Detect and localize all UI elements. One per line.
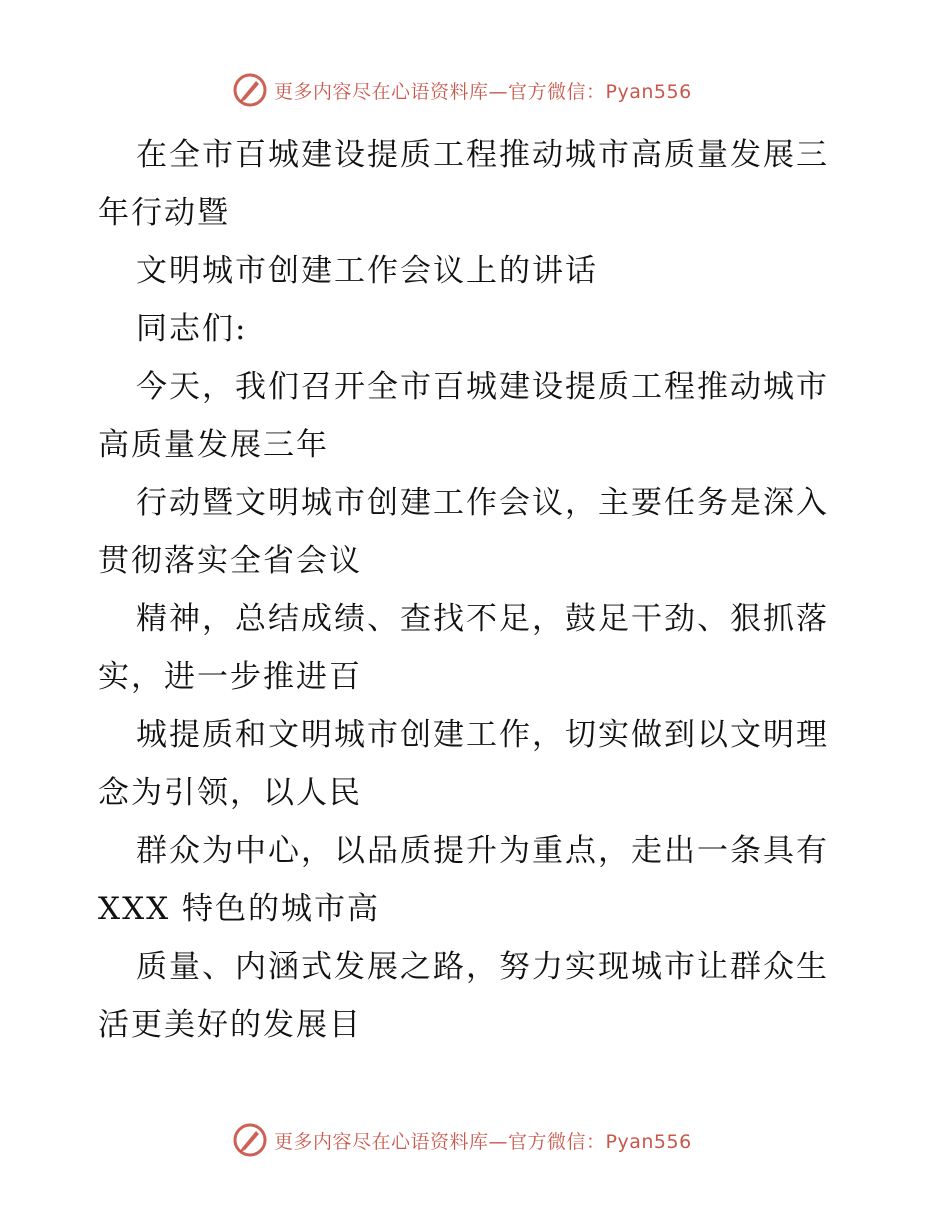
greeting: 同志们: xyxy=(136,311,248,347)
watermark-footer xyxy=(232,1120,692,1160)
title-line-1: 在全市百城建设提质工程推动城市高质量发展三年行动暨 xyxy=(98,137,829,231)
paragraph: 今天，我们召开全市百城建设提质工程推动城市高质量发展三年 xyxy=(98,369,829,463)
paragraph: 行动暨文明城市创建工作会议，主要任务是深入贯彻落实全省会议 xyxy=(98,485,829,579)
quill-logo-icon xyxy=(232,72,268,108)
paragraph: 精神，总结成绩、查找不足，鼓足干劲、狠抓落实，进一步推进百 xyxy=(98,601,829,695)
watermark-text: 更多内容尽在心语资料库—官方微信：Pyan556 xyxy=(274,1130,692,1153)
document-body xyxy=(98,126,858,1054)
watermark-contact: Pyan556 xyxy=(605,1130,692,1153)
paragraph: 城提质和文明城市创建工作，切实做到以文明理念为引领，以人民 xyxy=(98,717,829,811)
title-line-2: 文明城市创建工作会议上的讲话 xyxy=(136,253,598,289)
paragraph: 群众为中心，以品质提升为重点，走出一条具有 XXX 特色的城市高 xyxy=(98,833,829,927)
paragraph: 质量、内涵式发展之路，努力实现城市让群众生活更美好的发展目 xyxy=(98,949,829,1043)
quill-logo-icon xyxy=(232,1122,268,1158)
watermark-text: 更多内容尽在心语资料库—官方微信：Pyan556 xyxy=(274,80,692,103)
watermark-header xyxy=(232,70,692,110)
watermark-contact: Pyan556 xyxy=(605,80,692,103)
